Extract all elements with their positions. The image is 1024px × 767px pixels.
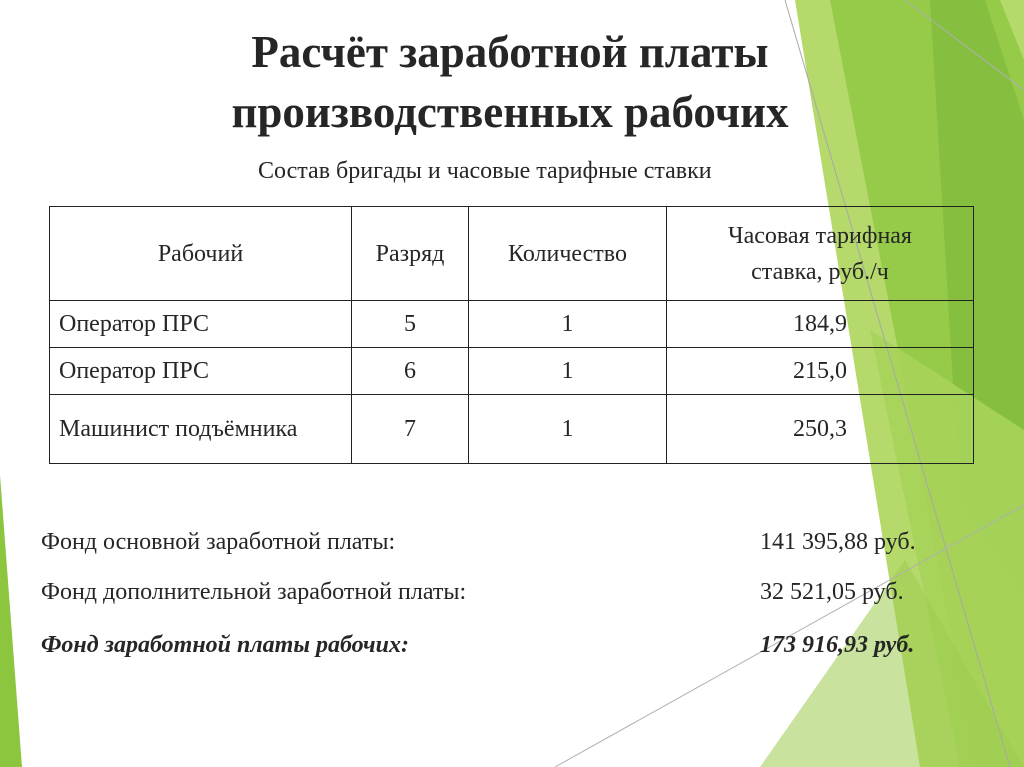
cell-worker: Оператор ПРС (50, 301, 352, 348)
fund-basic-row (41, 527, 961, 557)
fund-basic-amount: 141 395,88 руб. (760, 529, 916, 555)
fund-basic-label: Фонд основной заработной платы: (41, 529, 396, 555)
table-row (50, 348, 974, 395)
cell-grade: 6 (352, 348, 469, 395)
header-rate-line-1: Часовая тарифная (728, 222, 912, 249)
crew-rates-table (49, 206, 974, 464)
cell-worker: Оператор ПРС (50, 348, 352, 395)
table-caption: Состав бригады и часовые тарифные ставки (258, 158, 712, 184)
cell-count: 1 (469, 301, 667, 348)
fund-total-amount: 173 916,93 руб. (760, 632, 915, 658)
fund-additional-amount: 32 521,05 руб. (760, 579, 904, 605)
cell-rate: 250,3 (667, 395, 974, 464)
header-worker: Рабочий (50, 207, 352, 301)
header-rate (667, 207, 974, 301)
header-grade: Разряд (352, 207, 469, 301)
fund-total-label: Фонд заработной платы рабочих: (41, 632, 409, 658)
fund-total-row (41, 630, 961, 660)
table-header-row (50, 207, 974, 301)
header-rate-line-2: ставка, руб./ч (751, 258, 889, 285)
table-row (50, 395, 974, 464)
slide-title-line-2: производственных рабочих (231, 87, 789, 137)
cell-worker: Машинист подъёмника (50, 395, 352, 464)
slide-title (140, 22, 880, 142)
fund-additional-label: Фонд дополнительной заработной платы: (41, 579, 467, 605)
slide-title-line-1: Расчёт заработной платы (251, 27, 769, 77)
fund-additional-row (41, 577, 961, 607)
table-row (50, 301, 974, 348)
cell-rate: 184,9 (667, 301, 974, 348)
left-green-sliver (0, 475, 22, 767)
cell-count: 1 (469, 395, 667, 464)
cell-grade: 5 (352, 301, 469, 348)
cell-grade: 7 (352, 395, 469, 464)
cell-count: 1 (469, 348, 667, 395)
cell-rate: 215,0 (667, 348, 974, 395)
header-count: Количество (469, 207, 667, 301)
